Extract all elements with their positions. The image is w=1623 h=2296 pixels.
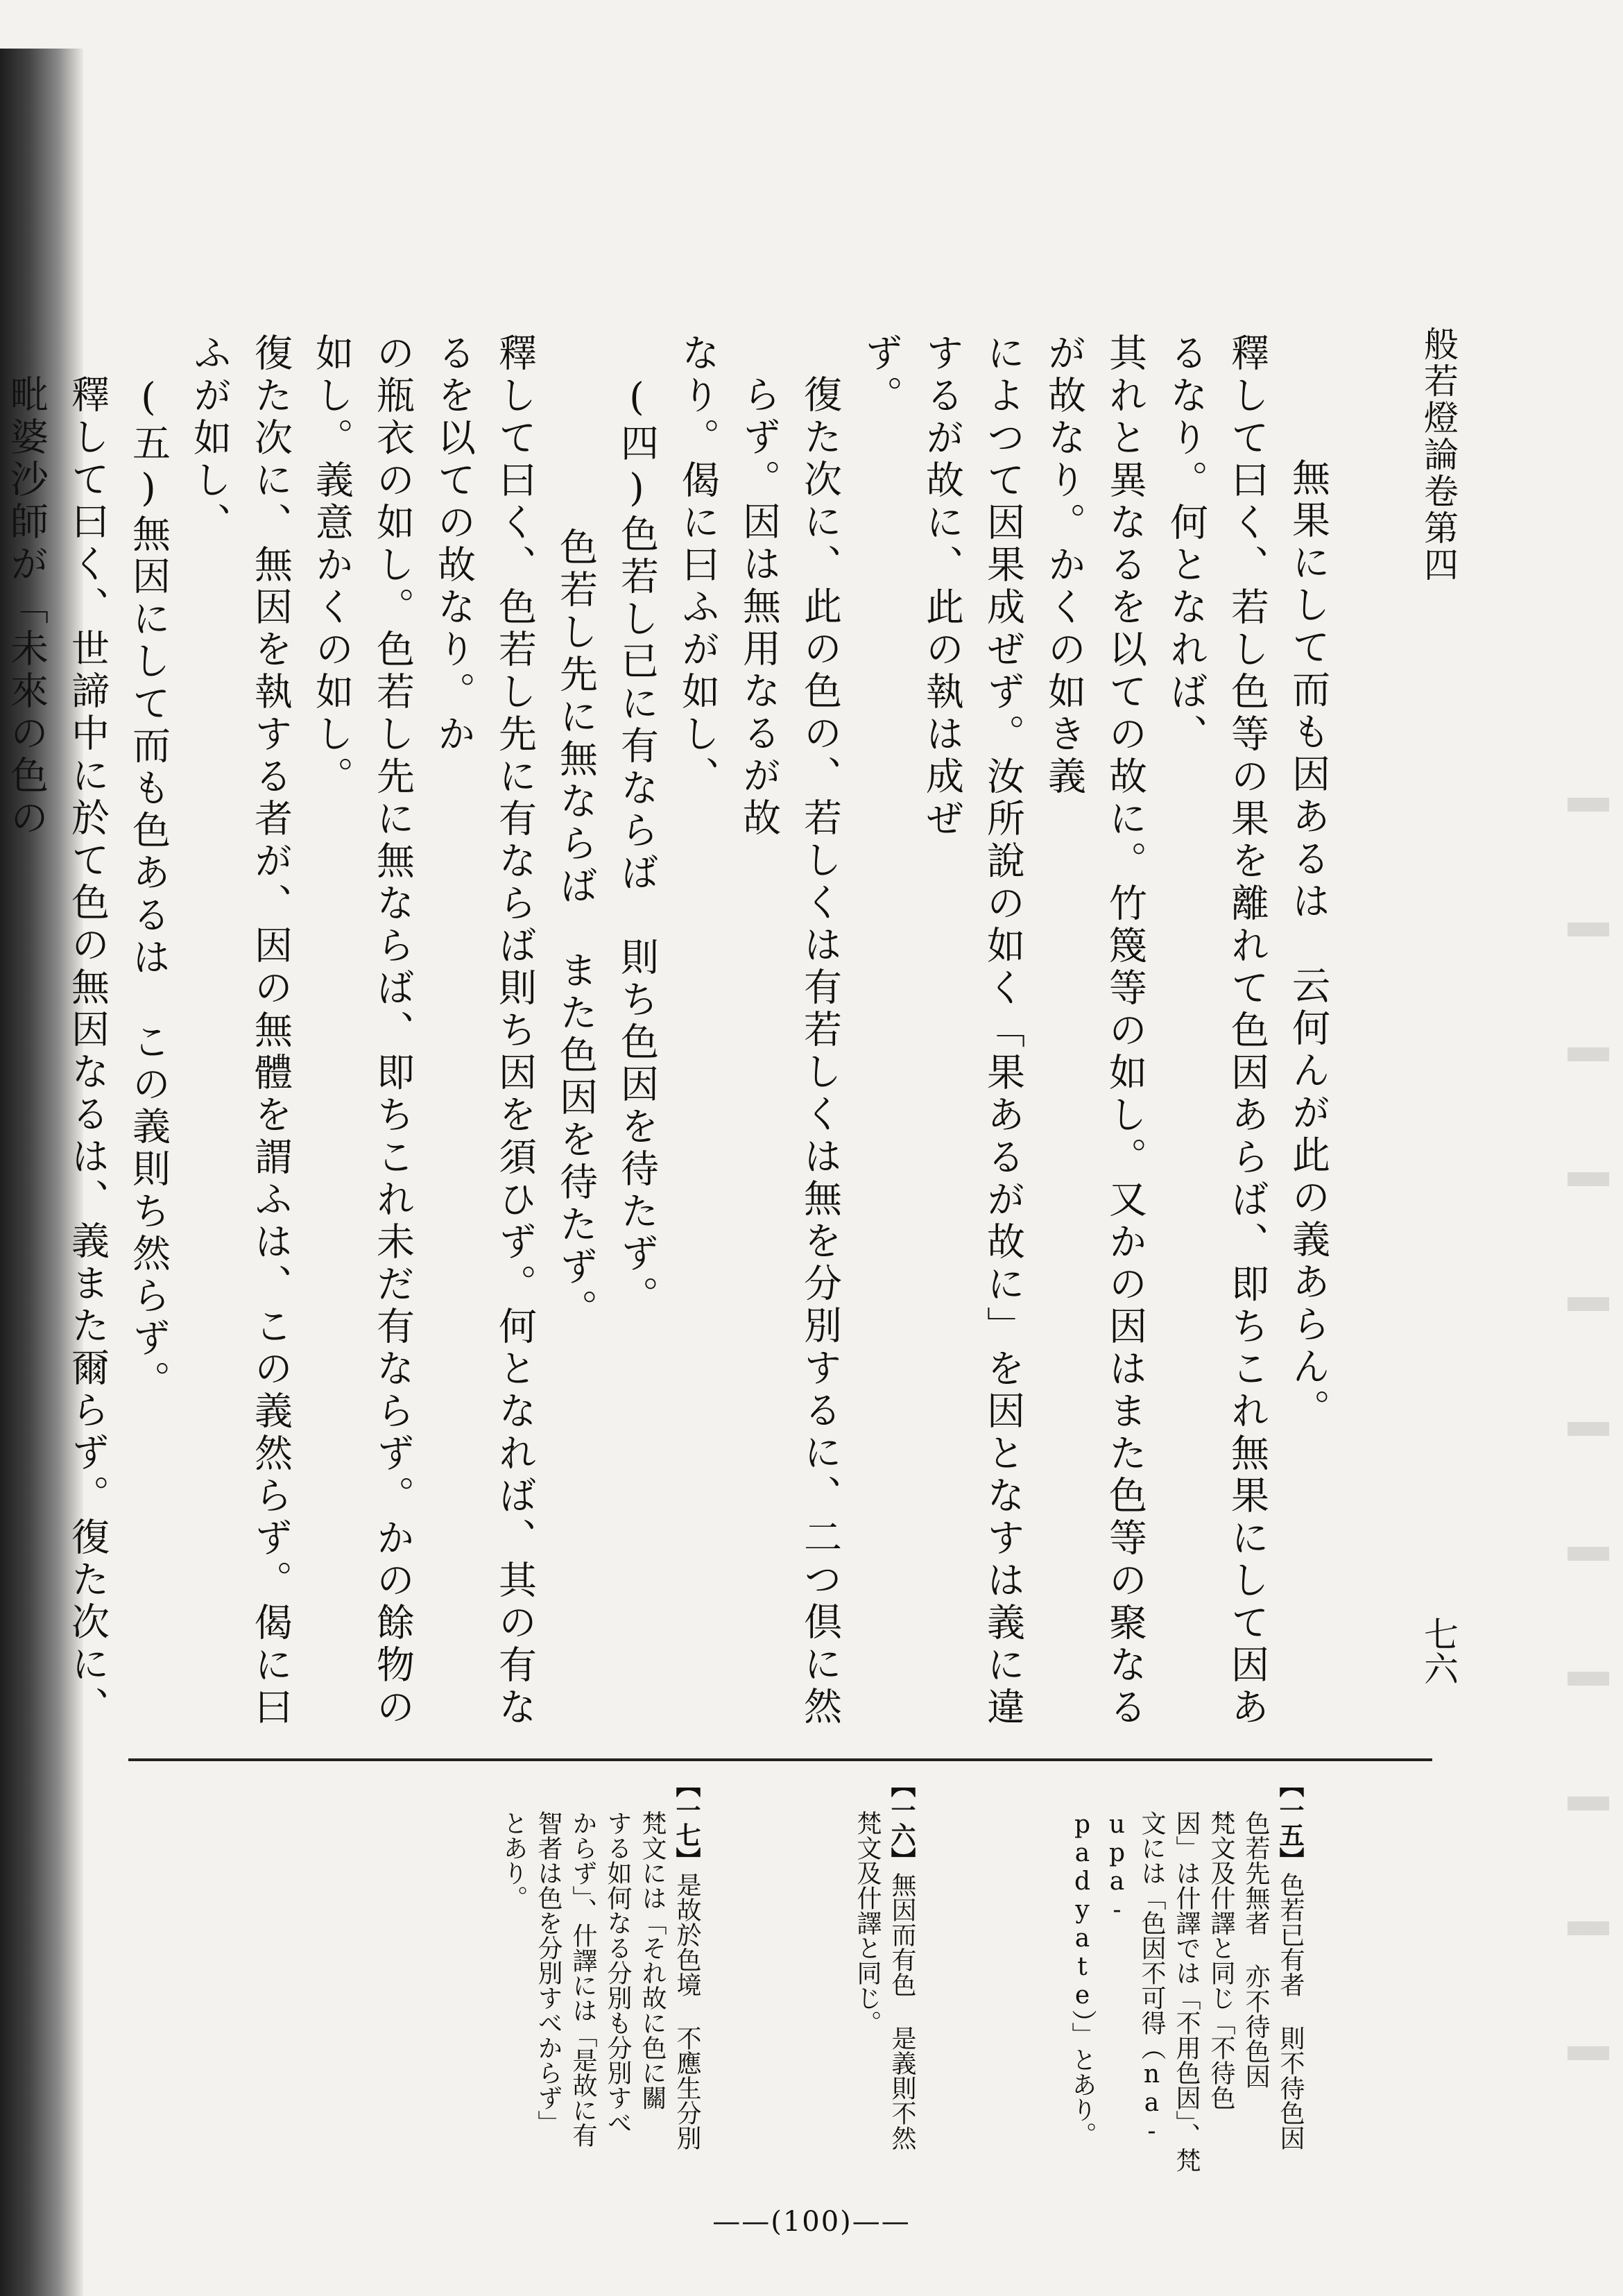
book-title: 般若燈論卷第四 xyxy=(1418,326,1459,583)
footnote-line: 智者は色を分別すべからず」 xyxy=(534,1810,563,2135)
text-line: (四)色若し已に有ならば 則ち色因を待たず。 xyxy=(615,375,659,1318)
footnotes xyxy=(191,1772,1307,2175)
text-line: 色若し先に無ならば また色因を待たず。 xyxy=(553,527,598,1331)
text-line: 其れと異なるを以ての故に。竹篾等の如し。又かの因はまた色等の聚なるが故なり。かくの如き義 xyxy=(1042,333,1147,1729)
page-number: 七六 xyxy=(1418,1616,1459,1686)
footnote xyxy=(1065,1772,1307,2175)
text-line: 釋して曰く、色若し先に有ならば則ち因を須ひず。何となれば、其の有なるを以ての故なり。か xyxy=(431,333,537,1729)
footnote-first-line xyxy=(1273,1772,1307,2175)
text-line: 釋して曰く、世諦中に於て色の無因なるは、義また爾らず。復た次に、毗婆沙師が「未來の色の xyxy=(4,375,110,1729)
footnote-line: 因」は什譯では「不用色因」、梵 xyxy=(1172,1810,1201,2173)
footnote-text: 是故於色境 不應生分別 xyxy=(673,1872,701,2150)
footnote-label: 【一五】 xyxy=(1276,1772,1305,1872)
footnote xyxy=(496,1772,704,2175)
page-folio: ——(100)—— xyxy=(712,2206,911,2238)
text-line: 無果にして而も因あるは 云何んが此の義あらん。 xyxy=(1286,458,1330,1431)
running-header xyxy=(1380,326,1463,1762)
text-line: (五)無因にして而も色あるは この義則ち然らず。 xyxy=(126,375,171,1403)
footnote-line: とあり。 xyxy=(499,1810,528,1910)
text-line: 復た次に、無因を執する者が、因の無體を謂ふは、この義然らず。偈に曰ふが如し、 xyxy=(187,333,293,1729)
footnote-line: 梵文及什譯と同じ。 xyxy=(853,1810,882,2035)
text-line: ず。 xyxy=(859,333,903,418)
footnote-text: 色若已有者 則不待色因 xyxy=(1276,1872,1305,2150)
footnote-line: padyate）」とあり。 xyxy=(1068,1810,1097,2147)
footnote-text: 無因而有色 是義則不然 xyxy=(888,1872,916,2150)
footnote-line: 文には「色因不可得（na-upa- xyxy=(1103,1810,1166,2145)
scan-edge-marks xyxy=(1568,798,1609,2116)
footnote-line: 梵文及什譯と同じ「不待色 xyxy=(1207,1810,1235,2110)
text-line: なり。偈に曰ふが如し、 xyxy=(676,333,720,798)
text-line: によつて因果成ぜず。汝所說の如く「果あるが故に」を因となすは義に違するが故に、此の執は成ぜ xyxy=(920,333,1025,1729)
footnote-divider xyxy=(128,1758,1432,1761)
footnote-line: 色若先無者 亦不待色因 xyxy=(1242,1810,1270,2089)
footnote-line: からず」、什譯には「是故に有 xyxy=(569,1810,597,2148)
footnote-line: する如何なる分別も分別すべ xyxy=(603,1810,632,2135)
text-line: 釋して曰く、若し色等の果を離れて色因あらば、即ちこれ無果にして因あるなり。何となれば、 xyxy=(1164,333,1269,1729)
footnote-first-line xyxy=(884,1772,919,2175)
footnote xyxy=(850,1772,919,2175)
footnote-first-line xyxy=(669,1772,704,2175)
text-line: 復た次に、此の色の、若しくは有若しくは無を分別するに、二つ倶に然らず。因は無用なるが故 xyxy=(737,375,842,1729)
footnote-line: 梵文には「それ故に色に關 xyxy=(638,1810,667,2110)
footnote-label: 【一七】 xyxy=(672,1772,701,1872)
main-text-body xyxy=(4,333,1339,1748)
footnote-label: 【一六】 xyxy=(887,1772,916,1872)
text-line: の瓶衣の如し。色若し先に無ならば、即ちこれ未だ有ならず。かの餘物の如し。義意かくの如し。 xyxy=(309,333,415,1729)
